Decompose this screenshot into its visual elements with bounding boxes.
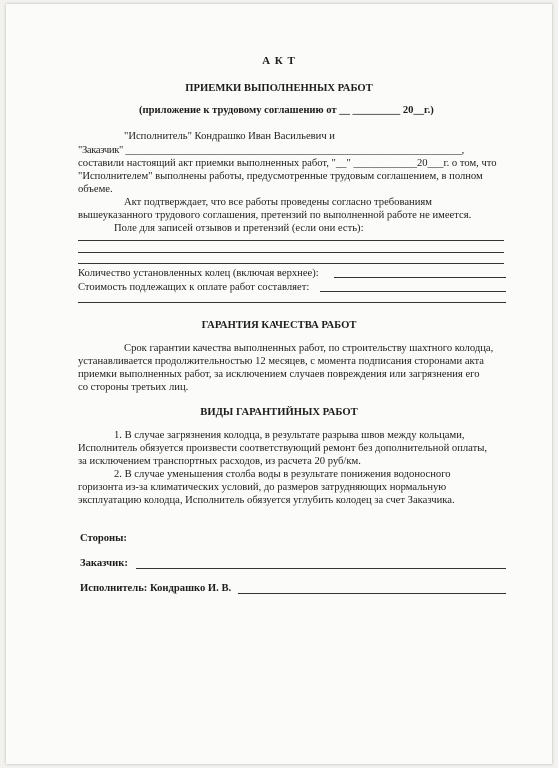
types-item-2-line-2: горизонта из-за климатических условий, до размеров затрудняющих нормальную: [78, 482, 447, 493]
confirm-line-1: Акт подтверждает, что все работы проведены согласно требованиям: [124, 197, 432, 208]
cost-extra-line: [78, 302, 506, 303]
types-item-1-line-2: Исполнитель обязуется произвести соответствующий ремонт без дополнительной оплаты,: [78, 443, 487, 454]
document-subtitle: ПРИЕМКИ ВЫПОЛНЕННЫХ РАБОТ: [185, 83, 373, 94]
intro-line-4: "Исполнителем" выполнены работы, предусмотренные трудовым соглашением, в полном: [78, 171, 483, 182]
reviews-entry-line-1: [78, 240, 504, 241]
types-item-2-line-3: эксплуатацию колодца, Исполнитель обязуется углубить колодец за счет Заказчика.: [78, 495, 455, 506]
contractor-label: Исполнитель: Кондрашко И. В.: [80, 583, 232, 594]
types-item-1-line-1: 1. В случае загрязнения колодца, в результате разрыва швов между кольцами,: [114, 430, 465, 441]
contractor-signature-line: [238, 593, 506, 594]
reviews-label: Поле для записей отзывов и претензий (если они есть):: [114, 223, 364, 234]
warranty-line-2: устанавливается продолжительностью 12 месяцев, с момента подписания сторонами акта: [78, 356, 485, 367]
warranty-heading: ГАРАНТИЯ КАЧЕСТВА РАБОТ: [201, 320, 357, 331]
intro-line-3: составили настоящий акт приемки выполненных работ, "__" ____________20___г. о том, что: [78, 158, 497, 169]
warranty-line-3: приемки выполненных работ, за исключением случаев повреждения или загрязнения его: [78, 369, 480, 380]
reviews-entry-line-3: [78, 263, 504, 264]
appendix-line: (приложение к трудовому соглашению от __ _________ 20__г.): [139, 105, 434, 116]
rings-field-line: [334, 277, 506, 278]
confirm-line-2: вышеуказанного трудового соглашения, претензий по выполненной работе не имеется.: [78, 210, 472, 221]
cost-field-line: [320, 291, 506, 292]
types-item-1-line-3: за исключением транспортных расходов, из расчета 20 руб/км.: [78, 456, 361, 467]
warranty-line-1: Срок гарантии качества выполненных работ, по строительству шахтного колодца,: [124, 343, 494, 354]
intro-line-5: объеме.: [78, 184, 113, 195]
parties-label: Стороны:: [80, 533, 127, 544]
customer-signature-line: [136, 568, 506, 569]
document-page: [6, 4, 552, 764]
intro-line-1: "Исполнитель" Кондрашко Иван Васильевич и: [124, 131, 335, 142]
rings-label: Количество установленных колец (включая верхнее):: [78, 268, 319, 279]
cost-label: Стоимость подлежащих к оплате работ составляет:: [78, 282, 310, 293]
types-item-2-line-1: 2. В случае уменьшения столба воды в результате понижения водоносного: [114, 469, 451, 480]
reviews-entry-line-2: [78, 252, 504, 253]
warranty-line-4: со стороны третьих лиц.: [78, 382, 189, 393]
document-title: А К Т: [262, 55, 296, 67]
intro-line-2: "Заказчик" ____________________________________________________________________,: [78, 145, 464, 156]
customer-label: Заказчик:: [80, 558, 128, 569]
types-heading: ВИДЫ ГАРАНТИЙНЫХ РАБОТ: [200, 407, 358, 418]
